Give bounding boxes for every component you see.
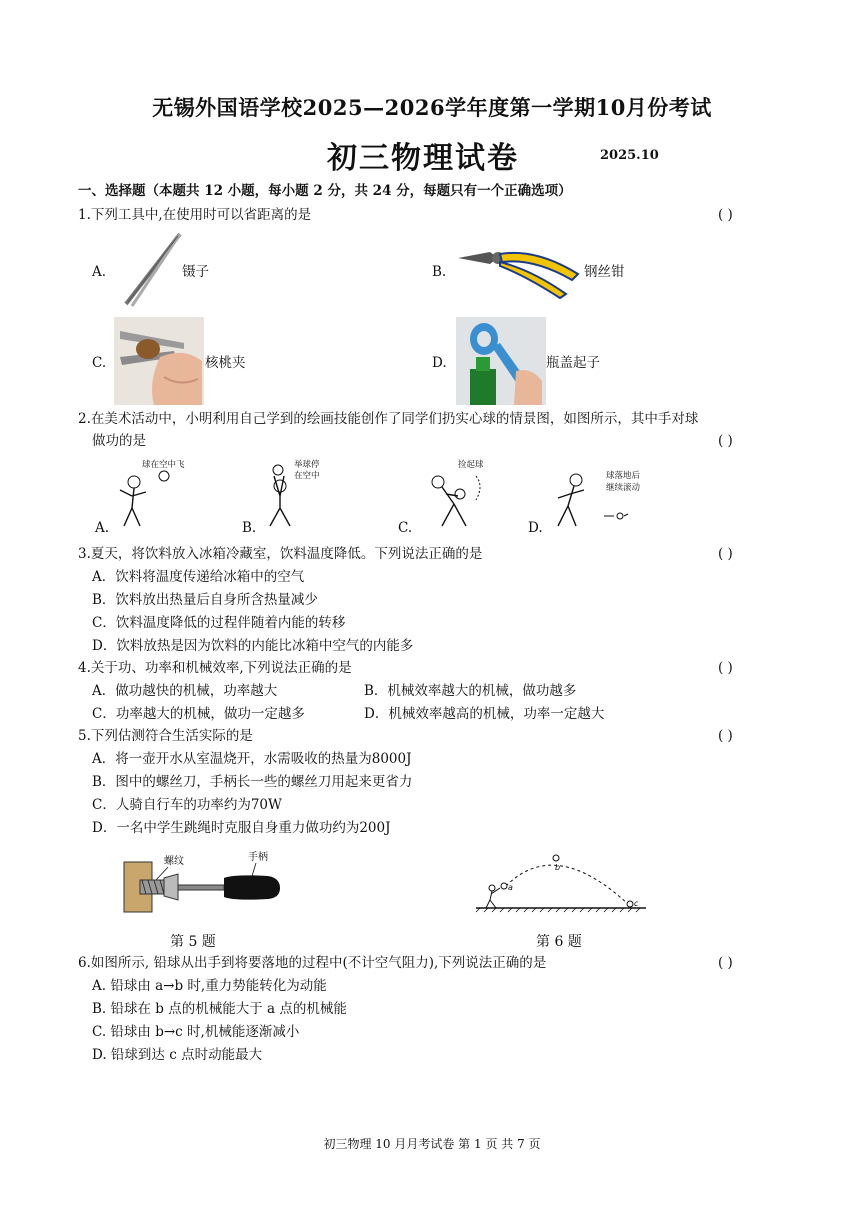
q4-option-c: C．功率越大的机械，做功一定越多 <box>92 706 305 722</box>
q1-option-c-letter: C. <box>92 355 107 371</box>
q4-option-a: A．做功越快的机械，功率越大 <box>92 683 278 699</box>
q2-option-b-letter: B. <box>242 520 257 536</box>
exam-date: 2025.10 <box>600 148 659 163</box>
q1-option-d-letter: D. <box>432 355 447 371</box>
q4-option-b: B．机械效率越大的机械，做功越多 <box>364 683 577 699</box>
point-b-label: b <box>555 863 561 872</box>
q1-stem: 1.下列工具中,在使用时可以省距离的是 <box>78 207 312 223</box>
q3-answer-paren[interactable]: ( ) <box>718 546 733 562</box>
q2-c-caption: 捡起球 <box>458 460 484 470</box>
q1-answer-paren[interactable]: ( ) <box>718 207 733 223</box>
q2-d-caption-l2: 继续滚动 <box>606 483 641 493</box>
q5-option-b: B．图中的螺丝刀，手柄长一些的螺丝刀用起来更省力 <box>92 774 413 790</box>
nutcracker-image <box>114 317 204 405</box>
q6-figure-caption: 第 6 题 <box>536 934 582 950</box>
q2-a-caption: 球在空中飞 <box>142 460 185 470</box>
q2-stem-line1: 2.在美术活动中，小明利用自己学到的绘画技能创作了同学们扔实心球的情景图，如图所示，其中手对球 <box>78 411 699 427</box>
school-exam-line: 无锡外国语学校2025—2026学年度第一学期10月份考试 <box>152 95 712 120</box>
q5-answer-paren[interactable]: ( ) <box>718 728 733 744</box>
pliers-image <box>456 244 584 300</box>
q1-option-b-letter: B. <box>432 264 447 280</box>
q1-option-b-text: 钢丝钳 <box>584 264 625 280</box>
point-a-label: a <box>508 883 513 892</box>
q3-option-c: C．饮料温度降低的过程伴随着内能的转移 <box>92 615 346 631</box>
figure-picking-up-ball <box>414 456 504 532</box>
q3-option-a: A．饮料将温度传递给冰箱中的空气 <box>92 569 305 585</box>
q2-stem-line2: 做功的是 <box>92 433 146 449</box>
q1-option-c-text: 核桃夹 <box>205 355 246 371</box>
section-heading: 一、选择题（本题共 12 小题，每小题 2 分，共 24 分，每题只有一个正确选项） <box>78 183 572 199</box>
q5-option-d: D．一名中学生跳绳时克服自身重力做功约为200J <box>92 820 391 836</box>
q5-stem: 5.下列估测符合生活实际的是 <box>78 728 253 744</box>
shot-put-trajectory-figure <box>470 848 650 916</box>
q3-option-b: B．饮料放出热量后自身所含热量减少 <box>92 592 318 608</box>
q4-option-d: D．机械效率越高的机械，功率一定越大 <box>364 706 605 722</box>
q5-option-a: A．将一壶开水从室温烧开，水需吸收的热量为8000J <box>92 751 412 767</box>
q2-b-caption-l2: 在空中 <box>294 471 320 481</box>
page-title: 初三物理试卷 <box>327 141 519 176</box>
q6-option-c: C. 铅球由 b→c 时,机械能逐渐减小 <box>92 1024 300 1040</box>
figure-holding-ball <box>258 456 348 532</box>
page-footer: 初三物理 10 月月考试卷 第 1 页 共 7 页 <box>323 1137 541 1151</box>
point-c-label: c <box>634 899 639 908</box>
tweezers-image <box>116 230 186 310</box>
q2-option-c-letter: C. <box>398 520 413 536</box>
q5-figure-caption: 第 5 题 <box>170 934 216 950</box>
q2-option-d-letter: D. <box>528 520 543 536</box>
figure-ball-in-air <box>112 456 202 532</box>
q4-answer-paren[interactable]: ( ) <box>718 660 733 676</box>
q2-d-caption-l1: 球落地后 <box>606 471 641 481</box>
q2-option-a-letter: A. <box>95 520 110 536</box>
q3-option-d: D．饮料放热是因为饮料的内能比冰箱中空气的内能多 <box>92 638 414 654</box>
q2-b-caption-l1: 举球停 <box>294 460 320 470</box>
q6-option-b: B. 铅球在 b 点的机械能大于 a 点的机械能 <box>92 1001 347 1017</box>
handle-label: 手柄 <box>248 852 268 863</box>
thread-label: 螺纹 <box>164 856 184 867</box>
q1-option-a-text: 镊子 <box>182 264 209 280</box>
q1-option-d-text: 瓶盖起子 <box>546 355 600 371</box>
screwdriver-figure <box>118 848 288 916</box>
q1-option-a-letter: A. <box>92 264 107 280</box>
q4-stem: 4.关于功、功率和机械效率,下列说法正确的是 <box>78 660 352 676</box>
figure-ball-rolling <box>544 456 654 532</box>
q6-stem: 6.如图所示, 铅球从出手到将要落地的过程中(不计空气阻力),下列说法正确的是 <box>78 955 547 971</box>
q6-option-a: A. 铅球由 a→b 时,重力势能转化为动能 <box>92 978 327 994</box>
q3-stem: 3.夏天，将饮料放入冰箱冷藏室，饮料温度降低。下列说法正确的是 <box>78 546 483 562</box>
bottle-opener-image <box>456 317 546 405</box>
q6-answer-paren[interactable]: ( ) <box>718 955 733 971</box>
q2-answer-paren[interactable]: ( ) <box>718 433 733 449</box>
q6-option-d: D. 铅球到达 c 点时动能最大 <box>92 1047 263 1063</box>
q5-option-c: C．人骑自行车的功率约为70W <box>92 797 282 813</box>
